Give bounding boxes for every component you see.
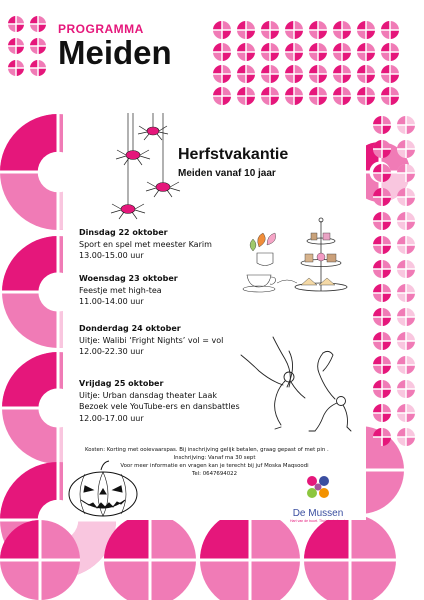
event-line: Feestje met high-tea [79, 285, 162, 295]
spider-icon [83, 113, 193, 223]
event-day: Vrijdag 25 oktober [79, 379, 164, 388]
event-line: 11.00-14.00 uur [79, 297, 144, 306]
event-line: Bezoek vele YouTube-ers en dansbattles [79, 402, 240, 411]
tea-set-icon [241, 213, 353, 303]
event-item [79, 378, 240, 424]
logo-name: De Mussen [292, 508, 344, 519]
event-item [79, 273, 178, 308]
event-day: Woensdag 23 oktober [79, 274, 178, 283]
registration-text: Inschrijving: Vanaf ma 30 sept [173, 455, 256, 461]
mussen-logo-icon [283, 473, 353, 501]
dancers-icon [231, 327, 361, 437]
event-line: Uitje: Walibi ‘Fright Nights’ vol = vol [79, 335, 224, 345]
logo-tagline: Hart van de buurt. Thuis in de buurt. [290, 519, 346, 523]
event-line: Sport en spel met meester Karim [79, 239, 212, 249]
info-text: Voor meer informatie en vragen kan je terecht bij juf Moska Maqsoodi [120, 463, 309, 469]
event-line: 12.00-22.30 uur [79, 347, 144, 356]
event-line: 13.00-15.00 uur [79, 251, 144, 260]
event-item [79, 227, 212, 262]
de-mussen-logo [283, 473, 353, 523]
event-day: Donderdag 24 oktober [79, 324, 181, 333]
header [58, 22, 172, 70]
event-line: Uitje: Urban dansdag theater Laak [79, 390, 217, 400]
event-day: Dinsdag 22 oktober [79, 228, 168, 237]
event-item [79, 323, 223, 358]
group-title: Meiden [58, 34, 172, 71]
pumpkin-icon [63, 460, 143, 520]
event-line: 12.00-17.00 uur [79, 413, 144, 423]
flyer-subtitle: Meiden vanaf 10 jaar [178, 168, 276, 179]
program-label: PROGRAMMA [58, 22, 144, 36]
costs-text: Kosten: Korting met ooievaarspas. Bij inschrijving gelijk betalen, graag gepast of met pin . [85, 447, 329, 453]
phone-text: Tel: 0647694022 [191, 471, 238, 477]
flyer-title: Herfstvakantie [178, 146, 289, 163]
flyer-card [63, 113, 366, 523]
